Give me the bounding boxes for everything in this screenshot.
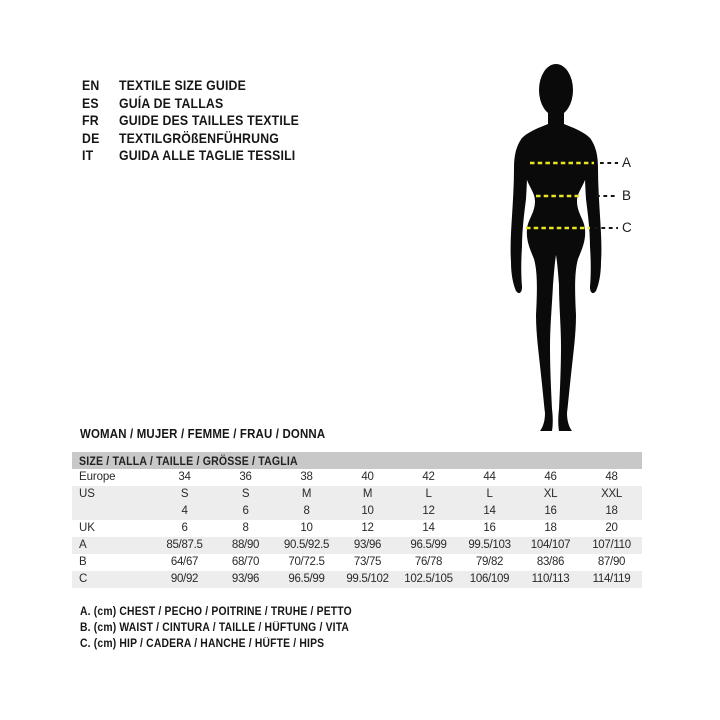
row-label [72, 503, 154, 520]
size-cell: 114/119 [592, 573, 631, 585]
silhouette-neck [548, 104, 564, 128]
language-title-block [82, 77, 329, 165]
measure-label-b: B [622, 188, 632, 203]
size-cell: 99.5/102 [346, 573, 389, 585]
legend-line: C. (cm) HIP / CADERA / HANCHE / HÜFTE / HIPS [80, 638, 325, 650]
size-cell: 64/67 [170, 556, 199, 568]
size-cell: 93/96 [353, 539, 382, 551]
size-cell: 107/110 [592, 539, 631, 551]
table-row [72, 571, 642, 588]
language-label: TEXTILGRÖßENFÜHRUNG [118, 129, 280, 146]
language-code: DE [82, 129, 100, 146]
size-cell: L [486, 488, 493, 500]
figure-block [490, 50, 660, 440]
table-row [72, 520, 642, 537]
size-cell: XXL [601, 488, 622, 500]
size-cell: 106/109 [469, 573, 510, 585]
size-cell: 93/96 [231, 573, 260, 585]
silhouette-right-arm [584, 138, 601, 293]
size-cell: 12 [361, 522, 374, 534]
size-cell: 46 [544, 471, 557, 483]
size-cell: 8 [303, 505, 310, 517]
size-cell: 87/90 [597, 556, 626, 568]
size-cell: 38 [300, 471, 313, 483]
gender-heading: WOMAN / MUJER / FEMME / FRAU / DONNA [80, 426, 326, 441]
language-label: GUIDE DES TAILLES TEXTILE [118, 112, 300, 128]
row-label: C [79, 573, 88, 585]
size-cell: 14 [422, 522, 435, 534]
size-cell: 99.5/103 [468, 539, 511, 551]
size-cell: 70/72.5 [288, 556, 325, 568]
row-label: Europe [79, 471, 116, 483]
size-cell: 6 [181, 522, 188, 534]
language-item [82, 147, 299, 165]
language-item [82, 77, 299, 95]
size-cell: 44 [483, 471, 496, 483]
silhouette-torso-legs [519, 124, 594, 431]
size-cell: M [301, 488, 312, 500]
language-code: FR [82, 112, 99, 128]
size-cell: 96.5/99 [410, 539, 447, 551]
size-cell: 102.5/105 [404, 573, 453, 585]
size-cell: 48 [605, 471, 618, 483]
size-cell: 68/70 [231, 556, 260, 568]
table-row [72, 503, 642, 520]
size-cell: 76/78 [414, 556, 443, 568]
size-cell: 18 [605, 505, 618, 517]
size-cell: 20 [605, 522, 618, 534]
silhouette-shape [511, 64, 602, 431]
size-cell: 73/75 [353, 556, 382, 568]
woman-silhouette [490, 50, 660, 440]
size-table-rows [72, 469, 642, 588]
language-item [82, 112, 299, 130]
size-cell: 36 [239, 471, 252, 483]
table-row [72, 469, 642, 486]
size-cell: 4 [181, 505, 188, 517]
size-cell: XL [543, 488, 558, 500]
measure-label-a: A [622, 155, 632, 170]
size-cell: S [241, 488, 250, 500]
size-cell: 18 [544, 522, 557, 534]
size-cell: 42 [422, 471, 435, 483]
row-label: A [79, 539, 87, 551]
size-cell: 16 [483, 522, 496, 534]
table-row [72, 554, 642, 571]
size-cell: 40 [361, 471, 374, 483]
size-cell: 10 [300, 522, 313, 534]
language-code: ES [82, 94, 99, 111]
language-item [82, 130, 299, 148]
row-label: UK [79, 522, 95, 534]
size-cell: M [362, 488, 373, 500]
size-cell: 96.5/99 [288, 573, 325, 585]
language-item [82, 95, 299, 113]
measure-label-c: C [622, 220, 632, 235]
table-row [72, 486, 642, 503]
language-code: IT [82, 147, 94, 163]
size-cell: 10 [361, 505, 374, 517]
size-cell: 110/113 [531, 573, 570, 585]
size-cell: 12 [422, 505, 435, 517]
size-cell: L [425, 488, 432, 500]
size-cell: S [180, 488, 189, 500]
size-table [72, 452, 642, 588]
size-cell: 14 [483, 505, 496, 517]
size-cell: 85/87.5 [166, 539, 203, 551]
row-label: US [79, 488, 95, 500]
language-code: EN [82, 77, 100, 93]
language-label: GUÍA DE TALLAS [118, 94, 224, 111]
size-cell: 16 [544, 505, 557, 517]
table-row [72, 537, 642, 554]
size-cell: 83/86 [536, 556, 565, 568]
silhouette-left-arm [511, 138, 528, 293]
size-cell: 8 [242, 522, 249, 534]
legend-line: B. (cm) WAIST / CINTURA / TAILLE / HÜFTUNG / VITA [80, 622, 350, 634]
measurement-legend [80, 604, 382, 652]
size-table-header [72, 452, 642, 469]
size-cell: 88/90 [231, 539, 260, 551]
row-label: B [79, 556, 87, 568]
size-cell: 6 [242, 505, 249, 517]
language-label: GUIDA ALLE TAGLIE TESSILI [118, 147, 296, 163]
size-table-header-text: SIZE / TALLA / TAILLE / GRÖSSE / TAGLIA [79, 454, 298, 468]
legend-line: A. (cm) CHEST / PECHO / POITRINE / TRUHE / PETTO [80, 606, 352, 618]
size-cell: 104/107 [530, 539, 571, 551]
size-cell: 90/92 [170, 573, 199, 585]
size-cell: 90.5/92.5 [283, 539, 330, 551]
size-cell: 79/82 [475, 556, 504, 568]
size-cell: 34 [178, 471, 191, 483]
language-label: TEXTILE SIZE GUIDE [118, 77, 247, 93]
